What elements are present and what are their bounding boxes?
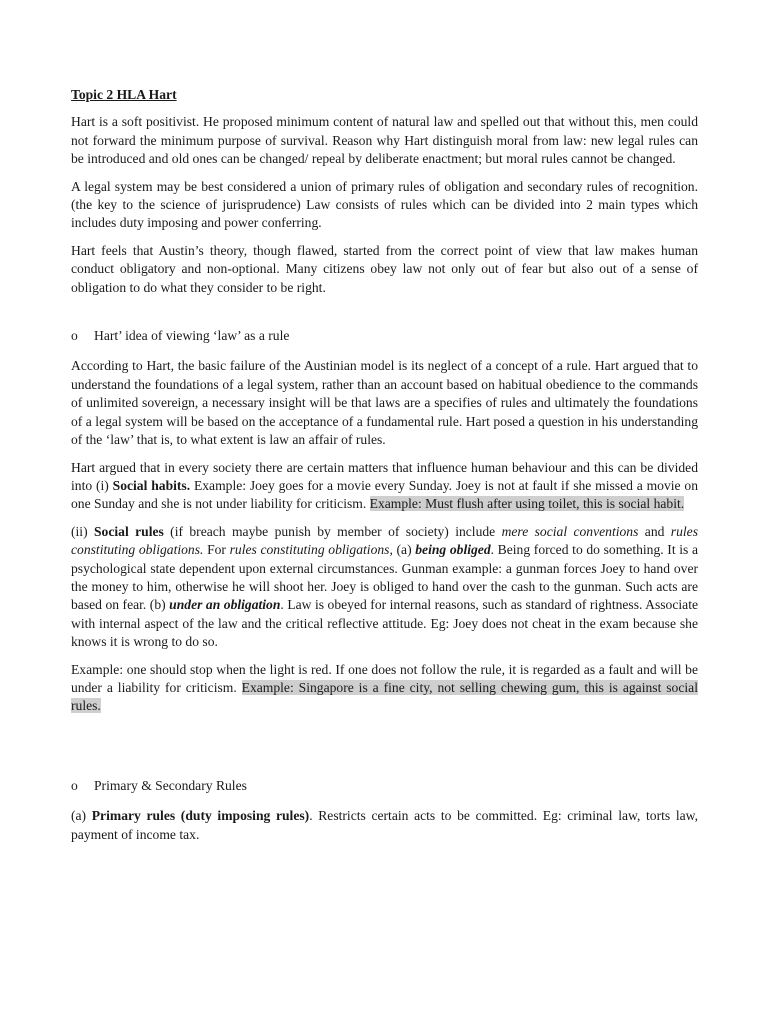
text-run: . Being forced to do something. It is a psychological state dependent upon external circumstances. Gunman example: a gunman forces Joey to hand over the money to him, otherwise he will shoot her. Joey is obliged to hand over the cash to the gunman. Such acts are based on fear. (b) — [71, 542, 698, 613]
document-page — [71, 86, 698, 853]
section-1-heading-text: Hart’ idea of viewing ‘law’ as a rule — [94, 328, 290, 344]
text-run: (a) — [71, 808, 92, 824]
text-run: Example: Joey goes for a movie every Sunday. Joey is not at fault if she missed a movie on one Sunday and she is not under liability for criticism. — [71, 477, 698, 512]
bold-term-social-habits: Social habits. — [112, 477, 191, 493]
text-run: For — [203, 542, 230, 558]
section-1-paragraph-3 — [71, 523, 698, 652]
section-2-heading-text: Primary & Secondary Rules — [94, 777, 247, 793]
bold-term-social-rules: Social rules — [93, 523, 164, 539]
text-run: Hart argued that in every society there are certain matters that influence human behaviour and this can be divided into (i) — [71, 459, 698, 493]
italic-term: rules constituting obligations, — [229, 542, 393, 558]
section-2-paragraph-1 — [71, 807, 698, 844]
section-2-heading — [71, 777, 698, 795]
highlighted-example: Example: Must flush after using toilet, this is social habit. — [369, 496, 685, 512]
text-run: . Restricts certain acts to be committed. Eg: criminal law, torts law, payment of income tax. — [71, 808, 698, 842]
bold-term-primary-rules: Primary rules (duty imposing rules) — [91, 808, 310, 824]
highlighted-example: Example: Singapore is a fine city, not selling chewing gum, this is against social rules. — [71, 679, 698, 714]
intro-paragraph-2: A legal system may be best considered a union of primary rules of obligation and secondary rules of recognition. (the key to the science of jurisprudence) Law consists of rules which can be divided into 2 main types which includes duty imposing and power conferring. — [71, 178, 698, 231]
text-run: (if breach maybe punish by member of society) include — [163, 523, 502, 539]
italic-term: rules constituting obligations. — [71, 523, 698, 558]
text-run: and — [638, 523, 671, 539]
page-title: Topic 2 HLA Hart — [71, 87, 177, 102]
section-1-heading — [71, 327, 698, 345]
italic-term: mere social conventions — [501, 523, 639, 539]
text-run: (a) — [392, 542, 416, 558]
text-run: Example: one should stop when the light is red. If one does not follow the rule, it is regarded as a fault and will be under a liability for criticism. — [71, 661, 698, 695]
intro-paragraph-3: Hart feels that Austin’s theory, though flawed, started from the correct point of view that law makes human conduct obligatory and non-optional. Many citizens obey law not only out of fear but also out of a sense of obligation to do what they consider to be right. — [71, 242, 698, 295]
text-run: . Law is obeyed for internal reasons, such as standard of rightness. Associate with internal aspect of the law and the critical reflective attitude. Eg: Joey does not cheat in the exam because she knows it is wrong to do so. — [71, 597, 699, 650]
section-1-paragraph-2 — [71, 459, 698, 514]
bullet-icon: o — [71, 328, 78, 344]
section-1-paragraph-4 — [71, 661, 698, 716]
bold-italic-term-under-an-obligation: under an obligation — [169, 597, 281, 613]
section-1-paragraph-1: According to Hart, the basic failure of the Austinian model is its neglect of a concept of a rule. Hart argued that to understand the foundations of a legal system, rather than an account based on habitual obedience to the commands of unlimited sovereign, a necessary insight will be that laws are a specifies of rules and ultimately the foundations of a legal system will be based on the acceptance of a fundamental rule. Hart posed a question in his understanding of the ‘law’ that is, to what extent is law an affair of rules. — [71, 358, 698, 448]
intro-paragraph-1: Hart is a soft positivist. He proposed minimum content of natural law and spelled out that without this, men could not forward the minimum purpose of survival. Reason why Hart distinguish moral from law: new legal rules can be introduced and old ones can be changed/ repeal by deliberate enactment; but moral rules cannot be changed. — [71, 114, 698, 167]
spacer — [71, 725, 698, 777]
bold-italic-term-being-obliged: being obliged — [415, 542, 491, 558]
text-run: (ii) — [71, 523, 94, 539]
bullet-icon: o — [71, 777, 78, 793]
